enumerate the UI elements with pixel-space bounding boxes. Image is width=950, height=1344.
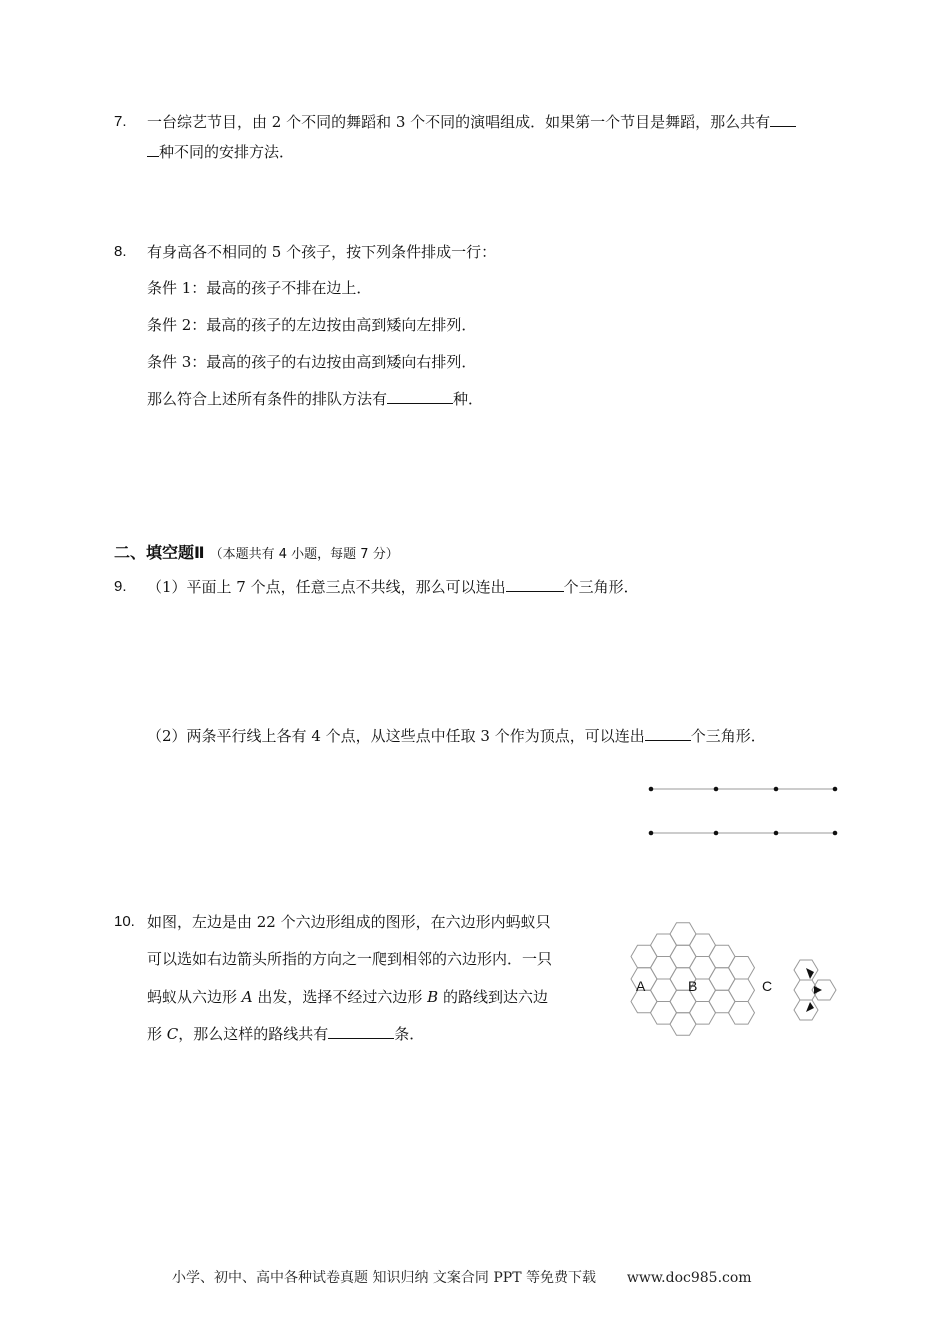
q9-part2-after: 个三角形． [690,727,766,745]
q10-line3-b: 出发，选择不经过六边形 [252,988,428,1006]
arrow-right-icon [814,986,822,994]
q7-number: 7. [114,113,127,130]
q9-part2-before: （2）两条平行线上各有 4 个点，从这些点中任取 3 个作为顶点，可以连出 [147,727,645,745]
q9-part2 [147,726,766,746]
q8-blank [387,389,453,404]
q9-part1 [147,577,639,597]
q8-ask-before: 那么符合上述所有条件的排队方法有 [147,390,388,408]
point [714,831,719,836]
point [649,831,654,836]
hexagon-cell [670,945,696,968]
label-a-inline: A [241,988,253,1006]
q10-line1: 如图，左边是由 22 个六边形组成的图形，在六边形内蚂蚁只 [147,913,551,931]
hexagon-grid-figure [620,922,780,1054]
hexagon-cell [651,979,677,1002]
q10-line4-a: 形 [147,1025,167,1043]
q8-condition-3: 条件 3：最高的孩子的右边按由高到矮向右排列． [147,353,477,371]
footer-url[interactable]: www.doc985.com [626,1270,752,1286]
point [649,787,654,792]
section-note: （本题共有 4 小题，每题 7 分） [209,547,399,562]
q8-intro: 有身高各不相同的 5 个孩子，按下列条件排成一行： [147,243,497,261]
q9-part2-blank [645,726,691,741]
arrow-down-right-icon [806,1002,814,1012]
hex-bottom [794,1000,818,1020]
q9-number: 9. [114,578,127,595]
hexagon-cell [729,1002,755,1025]
q10-line3-a: 蚂蚁从六边形 [147,988,242,1006]
q7-line2 [147,142,294,162]
q7-blank-a [770,112,796,127]
q10-line3-c: 的路线到达六边 [438,988,548,1006]
q9-part1-before: （1）平面上 7 个点，任意三点不共线，那么可以连出 [147,578,506,596]
section-heading [114,540,399,563]
q10-line4 [147,1024,424,1044]
footer [172,1267,752,1287]
point [833,831,838,836]
q10-blank [328,1024,394,1039]
hexagon-cell [709,968,735,991]
footer-text: 小学、初中、高中各种试卷真题 知识归纳 文案合同 PPT 等免费下载 [172,1270,596,1286]
arrow-up-right-icon [806,968,814,979]
q10-line3 [147,987,548,1007]
q7-text-2: 种不同的安排方法． [159,143,295,161]
q8-number: 8. [114,243,127,260]
point [774,831,779,836]
hex-label-a: A [636,978,646,994]
label-c-inline: C [166,1025,179,1043]
hexagon-cell [651,934,677,957]
hexagon-cell [690,1002,716,1025]
q8-condition-1: 条件 1：最高的孩子不排在边上． [147,279,372,297]
hexagon-cell [651,1002,677,1025]
hexagon-cell [651,957,677,980]
direction-arrows-figure [788,952,848,1028]
point [714,787,719,792]
q8-question [147,389,483,409]
q8-condition-2: 条件 2：最高的孩子的左边按由高到矮向左排列． [147,316,477,334]
hexagon-cell [631,945,657,968]
hex-label-b: B [688,978,698,994]
hexagon-cell [709,945,735,968]
hexagon-cell [670,1013,696,1036]
q10-line2: 可以选如右边箭头所指的方向之一爬到相邻的六边形内．一只 [147,950,553,968]
q7-blank-b [147,142,159,157]
hex-top [794,960,818,980]
hexagon-cell [670,923,696,946]
hexagon-cell [709,990,735,1013]
hex-label-c: C [762,978,773,994]
hexagon-cell [729,979,755,1002]
q10-line4-b: ，那么这样的路线共有 [178,1025,329,1043]
point [833,787,838,792]
point [774,787,779,792]
q7-line1 [147,112,796,132]
q9-part1-blank [506,577,564,592]
q9-part1-after: 个三角形． [563,578,639,596]
label-b-inline: B [427,988,439,1006]
q8-ask-after: 种． [453,390,484,408]
parallel-lines-figure [640,778,850,844]
q7-text-1: 一台综艺节目，由 2 个不同的舞蹈和 3 个不同的演唱组成．如果第一个节目是舞蹈，那么共有 [147,113,771,131]
hexagon-cell [690,957,716,980]
hexagon-cell [729,957,755,980]
section-title: 二、填空题Ⅱ [114,543,205,562]
q10-line4-c: 条． [394,1025,425,1043]
hexagon-cell [690,934,716,957]
q10-number: 10. [114,913,135,930]
